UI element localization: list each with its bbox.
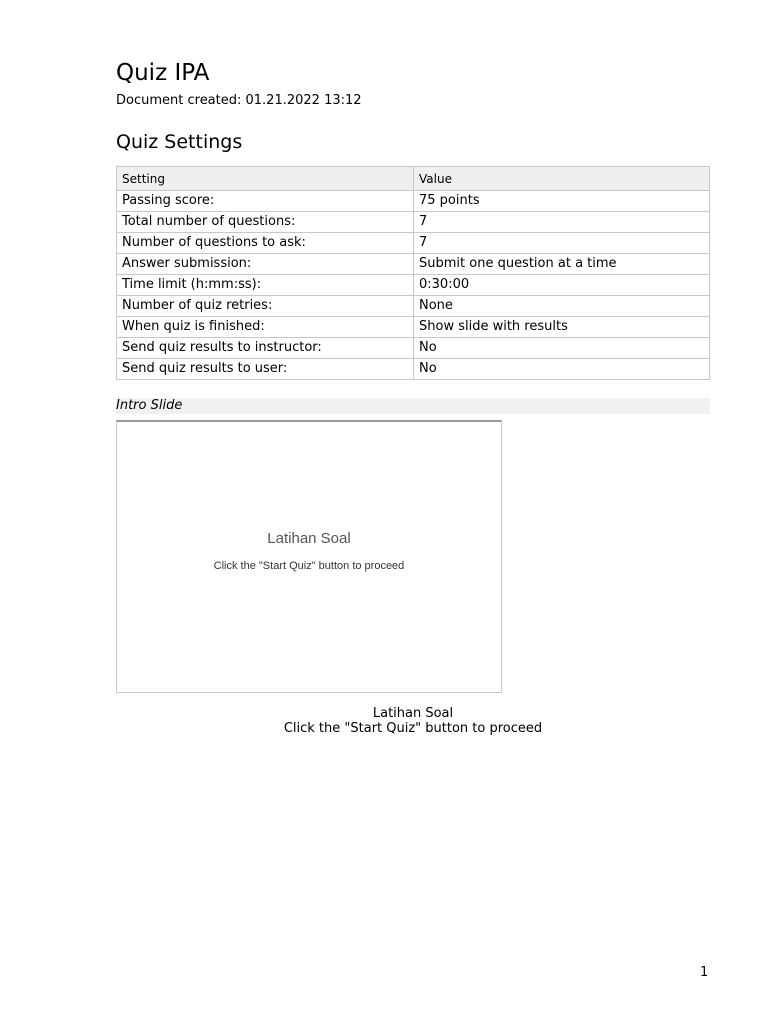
setting-cell: Send quiz results to instructor: (117, 338, 414, 359)
table-row (117, 317, 710, 338)
caption-subtitle: Click the "Start Quiz" button to proceed (283, 721, 543, 736)
setting-cell: Number of quiz retries: (117, 296, 414, 317)
table-header-row (117, 167, 710, 191)
table-row (117, 254, 710, 275)
slide-subtitle: Click the "Start Quiz" button to proceed (213, 560, 405, 572)
table-row (117, 296, 710, 317)
document-created-date: Document created: 01.21.2022 13:12 (116, 93, 362, 108)
value-cell: 7 (414, 233, 710, 254)
setting-cell: Number of questions to ask: (117, 233, 414, 254)
setting-cell: Answer submission: (117, 254, 414, 275)
slide-title: Latihan Soal (267, 530, 351, 547)
value-cell: 7 (414, 212, 710, 233)
table-row (117, 212, 710, 233)
column-header-value: Value (414, 167, 710, 191)
value-cell: Submit one question at a time (414, 254, 710, 275)
slide-caption (116, 706, 710, 736)
setting-cell: When quiz is finished: (117, 317, 414, 338)
table-row (117, 359, 710, 380)
setting-cell: Time limit (h:mm:ss): (117, 275, 414, 296)
caption-title: Latihan Soal (372, 706, 454, 721)
setting-cell: Total number of questions: (117, 212, 414, 233)
page-number: 1 (700, 965, 709, 980)
value-cell: 0:30:00 (414, 275, 710, 296)
value-cell: No (414, 359, 710, 380)
value-cell: None (414, 296, 710, 317)
column-header-setting: Setting (117, 167, 414, 191)
value-cell: No (414, 338, 710, 359)
table-row (117, 191, 710, 212)
table-row (117, 338, 710, 359)
table-row (117, 275, 710, 296)
quiz-settings-heading: Quiz Settings (116, 131, 243, 153)
value-cell: 75 points (414, 191, 710, 212)
setting-cell: Passing score: (117, 191, 414, 212)
page-title: Quiz IPA (116, 60, 210, 86)
quiz-settings-table (116, 166, 710, 380)
value-cell: Show slide with results (414, 317, 710, 338)
setting-cell: Send quiz results to user: (117, 359, 414, 380)
intro-slide-preview (116, 420, 502, 693)
intro-slide-heading: Intro Slide (116, 398, 710, 414)
table-row (117, 233, 710, 254)
